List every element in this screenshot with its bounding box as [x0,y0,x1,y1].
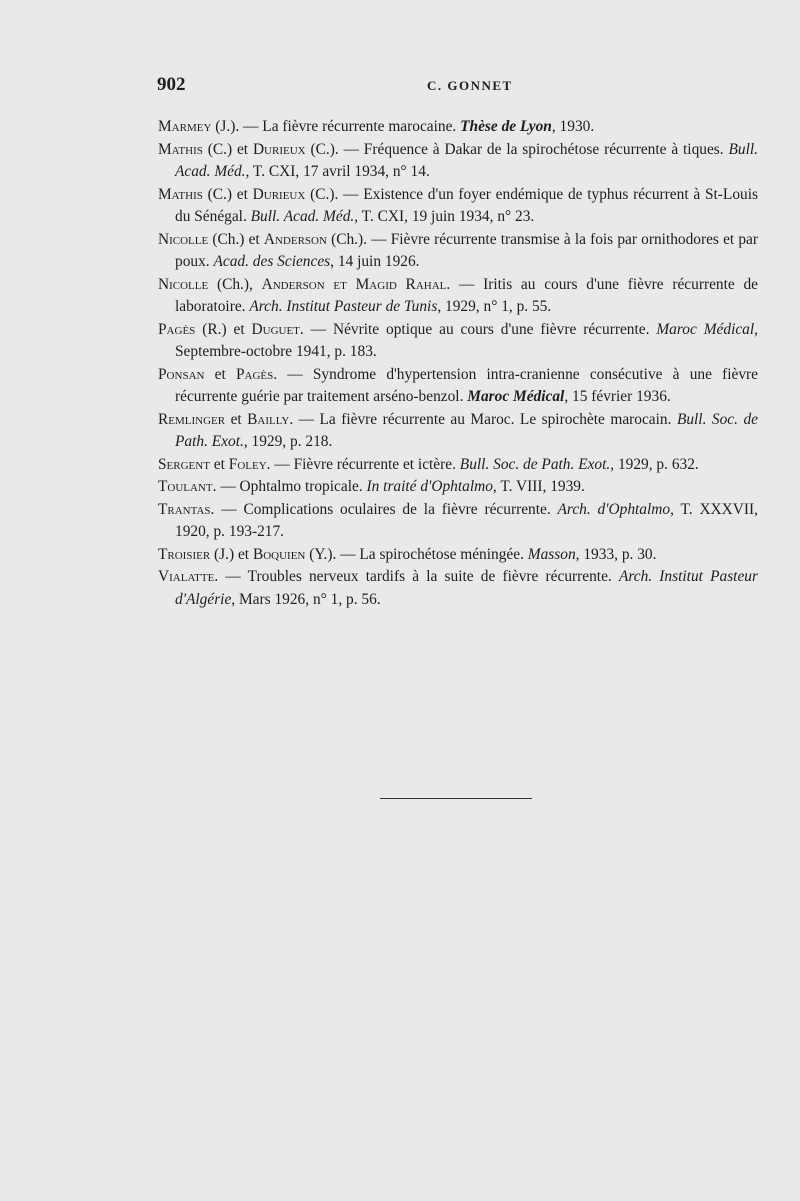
reference-author: Trantas [158,500,211,518]
page-header [157,74,757,100]
reference-author: Foley [228,455,267,473]
reference-source: Maroc Médical [467,388,565,405]
reference-source: Bull. Acad. Méd. [250,208,355,225]
reference-source: Arch. Institut Pasteur d'Algérie [175,568,758,608]
reference-text: . — Iritis au cours d'une fièvre récurrente de laboratoire. [175,275,758,315]
reference-source: Masson [527,545,576,563]
end-rule [380,798,532,799]
reference-tail: , 1930. [551,118,595,135]
reference-entry [158,274,758,319]
reference-entry [158,184,758,229]
reference-entry [158,409,758,454]
reference-text: (R.) et [195,320,252,338]
reference-author: Mathis [158,140,203,158]
reference-entry [158,229,758,274]
reference-text: (C.). — Fréquence à Dakar de la spirochétose récurrente à tiques. [305,140,729,158]
reference-author: Durieux [252,185,306,203]
reference-text: . — La fièvre récurrente au Maroc. Le spirochète marocain. [289,410,677,428]
running-head: C. GONNET [427,78,513,93]
reference-tail: , T. XXXVII, 1920, p. 193-217. [175,500,758,540]
reference-tail: , 1933, p. 30. [575,545,657,563]
reference-tail: , Septembre-octobre 1941, p. 183. [175,320,759,360]
reference-author: Marmey [158,118,212,135]
reference-source: In traité d'Ophtalmo [366,478,493,495]
page-number: 902 [157,74,186,95]
reference-text: . — Fièvre récurrente et ictère. [266,455,460,473]
reference-author: Durieux [252,140,306,158]
reference-author: Anderson et Magid Rahal [261,275,447,293]
reference-entry [158,139,758,184]
reference-author: Troisier [158,545,211,563]
reference-tail: , 1929, p. 632. [610,455,699,473]
reference-text: . — Complications oculaires de la fièvre récurrente. [210,500,558,518]
reference-text: (Ch.) et [208,230,264,248]
reference-text: (C.) et [202,140,253,158]
reference-text: (Y.). — La spirochétose méningée. [305,545,528,563]
reference-text: et [204,365,236,383]
reference-tail: , 14 juin 1926. [330,253,420,270]
reference-text: (J.). — La fièvre récurrente marocaine. [211,118,461,135]
reference-list [158,116,758,611]
reference-text: (Ch.). — Fièvre récurrente transmise à la fois par ornithodores et par poux. [175,230,758,270]
reference-author: Anderson [263,230,327,248]
reference-text: . — Syndrome d'hypertension intra-cranienne consécutive à une fièvre récurrente guérie par traitement arséno-benzol. [175,365,758,405]
reference-author: Pagès [235,365,274,383]
reference-entry [158,566,758,611]
reference-author: Boquien [252,545,306,563]
reference-author: Mathis [158,185,203,203]
reference-entry [158,364,758,409]
reference-source: Bull. Soc. de Path. Exot. [459,455,611,473]
reference-author: Toulant [158,478,213,495]
reference-entry [158,116,758,139]
reference-text: . — Troubles nerveux tardifs à la suite de fièvre récurrente. [214,568,619,585]
reference-tail: , Mars 1926, n° 1, p. 56. [231,590,381,608]
reference-author: Vialatte [158,568,215,585]
reference-author: Ponsan [158,365,205,383]
reference-author: Nicolle [158,275,209,293]
reference-entry [158,476,758,499]
reference-source: Arch. d'Ophtalmo [557,500,671,518]
reference-tail: , T. VIII, 1939. [492,478,585,495]
reference-entry [158,454,758,477]
reference-author: Sergent [158,455,210,473]
reference-source: Maroc Médical [656,320,755,338]
reference-entry [158,319,758,364]
reference-author: Pagès [158,320,196,338]
reference-tail: , T. CXI, 17 avril 1934, n° 14. [245,163,430,180]
reference-source: Bull. Acad. Méd. [175,140,759,180]
reference-text: (C.) et [202,185,253,203]
reference-entry [158,499,758,544]
reference-tail: , 1929, n° 1, p. 55. [437,298,552,315]
reference-text: et [209,455,229,473]
reference-tail: , 15 février 1936. [564,388,671,405]
reference-author: Remlinger [158,410,226,428]
reference-text: (C.). — Existence d'un foyer endémique de typhus récurrent à St-Louis du Sénégal. [175,185,758,225]
reference-text: (J.) et [210,545,253,563]
reference-author: Duguet [251,320,300,338]
reference-source: Arch. Institut Pasteur de Tunis [249,298,438,315]
reference-entry [158,544,758,567]
reference-text: et [225,410,248,428]
reference-source: Acad. des Sciences [213,253,331,270]
reference-text: . — Ophtalmo tropicale. [212,478,367,495]
reference-author: Bailly [247,410,290,428]
reference-source: Bull. Soc. de Path. Exot. [175,410,758,450]
reference-text: . — Névrite optique au cours d'une fièvre récurrente. [299,320,657,338]
reference-author: Nicolle [158,230,209,248]
reference-source: Thèse de Lyon [460,118,552,135]
reference-tail: , T. CXI, 19 juin 1934, n° 23. [354,208,535,225]
reference-text: (Ch.), [208,275,262,293]
reference-tail: , 1929, p. 218. [243,433,333,450]
